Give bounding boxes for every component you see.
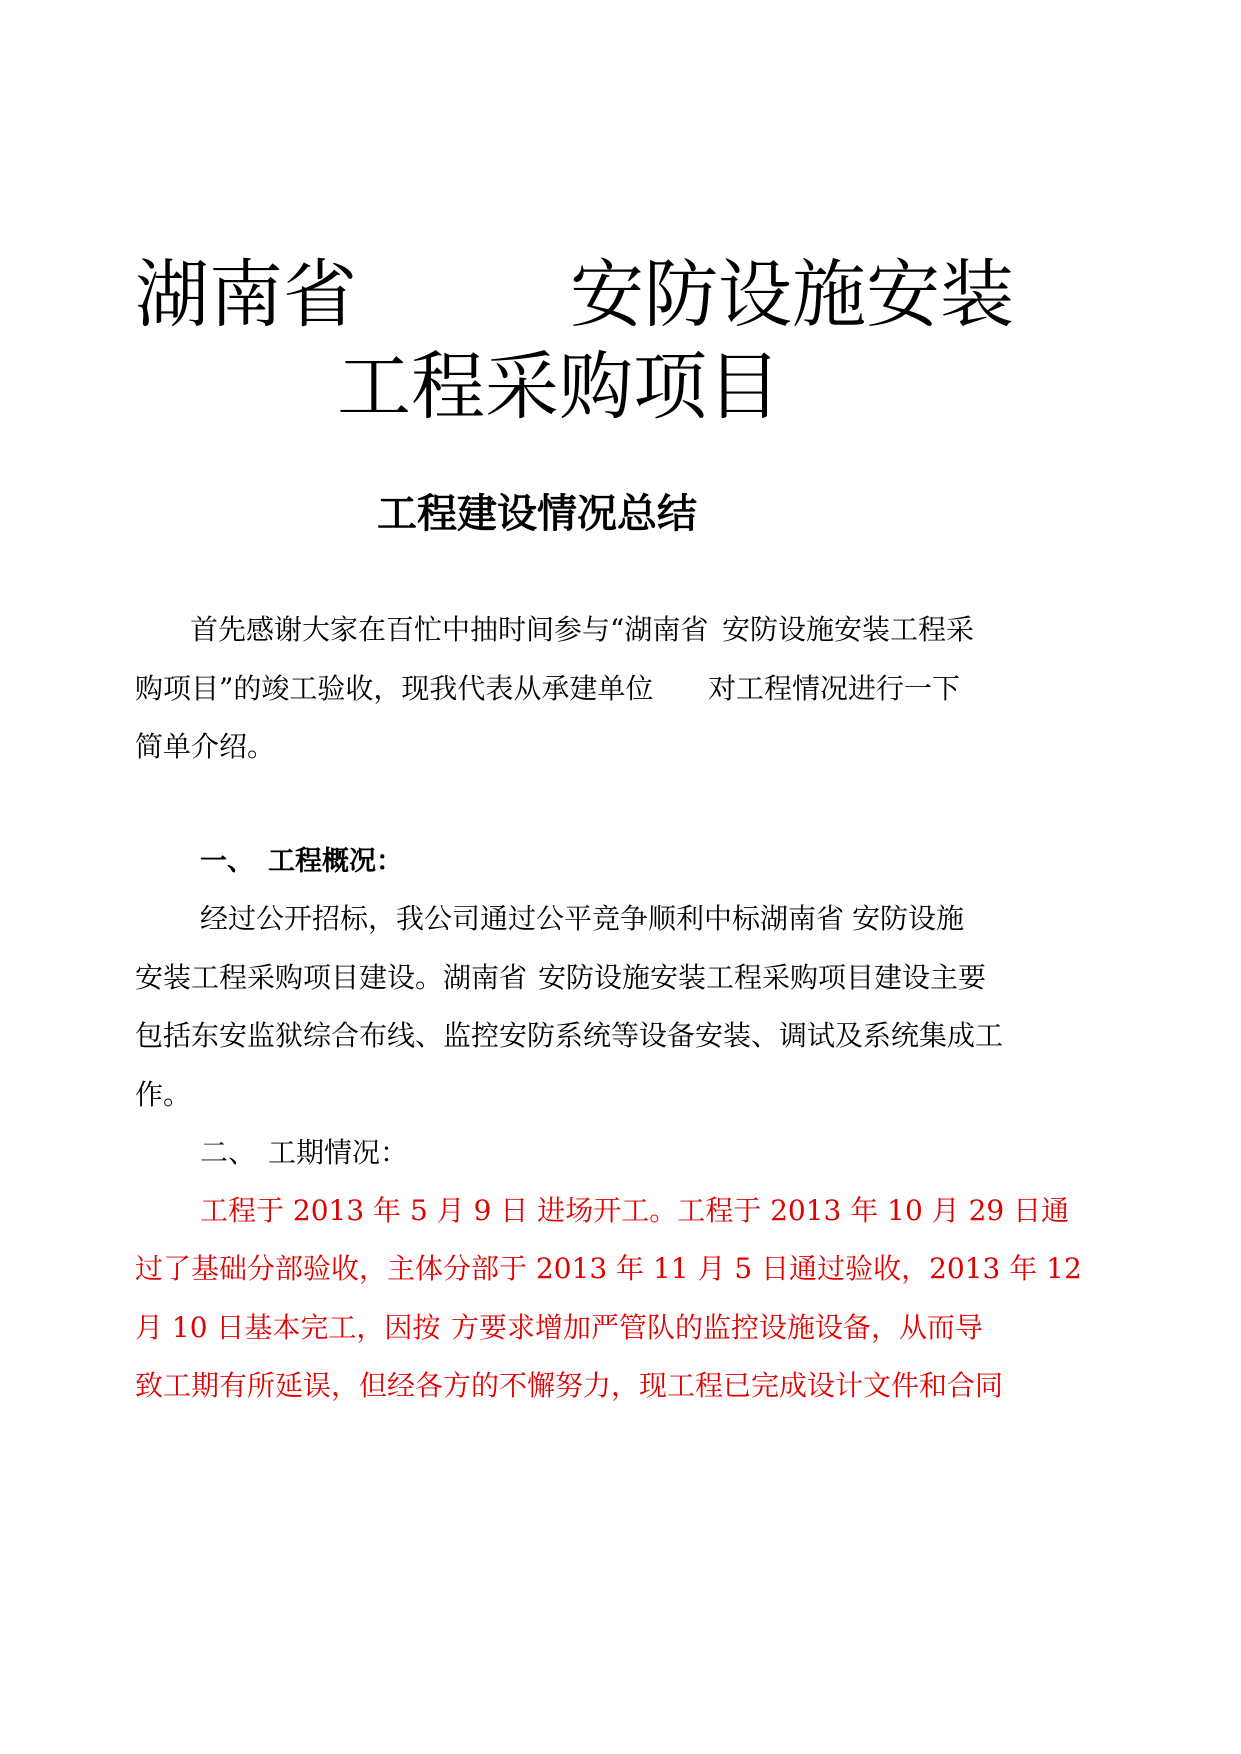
intro-line1-b: 安防设施安装工程采 <box>722 613 975 646</box>
section1-line1-b: 安防设施 <box>852 902 965 935</box>
title-line1-right: 安防设施安装 <box>570 252 1014 338</box>
section1-heading: 工程概况： <box>268 846 403 877</box>
section1-line4: 作。 <box>135 1078 192 1111</box>
section1-line3: 包括东安监狱综合布线、监控安防系统等设备安装、调试及系统集成工 <box>135 1019 1004 1052</box>
section2-line3-b: 方要求增加严管队的监控设施设备，从而导 <box>451 1311 984 1344</box>
section2-line4: 致工期有所延误，但经各方的不懈努力，现工程已完成设计文件和合同 <box>135 1369 1004 1402</box>
section1-line2-a: 安装工程采购项目建设。湖南省 <box>135 961 528 994</box>
intro-line1-a: 首先感谢大家在百忙中抽时间参与“湖南省 <box>190 613 709 646</box>
document-subtitle: 工程建设情况总结 <box>377 491 697 537</box>
section2-heading: 工期情况： <box>268 1136 409 1169</box>
intro-line2-b: 对工程情况进行一下 <box>708 672 961 705</box>
intro-line2-a: 购项目”的竣工验收，现我代表从承建单位 <box>135 672 654 705</box>
section2-line2: 过了基础分部验收，主体分部于 2013 年 11 月 5 日通过验收，2013 年 12 <box>135 1252 1082 1285</box>
section2-line1: 工程于 2013 年 5 月 9 日 进场开工。工程于 2013 年 10 月 29 日通 <box>200 1194 1070 1227</box>
section1-line2-b: 安防设施安装工程采购项目建设主要 <box>538 961 987 994</box>
section2-number: 二、 <box>200 1136 257 1169</box>
section2-line3-a: 月 10 日基本完工，因按 <box>135 1311 441 1344</box>
title-line1-left: 湖南省 <box>135 252 357 338</box>
section1-number: 一、 <box>200 846 254 877</box>
intro-line3: 简单介绍。 <box>135 730 276 763</box>
section1-line1-a: 经过公开招标，我公司通过公平竞争顺利中标湖南省 <box>200 902 845 935</box>
title-line2: 工程采购项目 <box>337 344 781 430</box>
